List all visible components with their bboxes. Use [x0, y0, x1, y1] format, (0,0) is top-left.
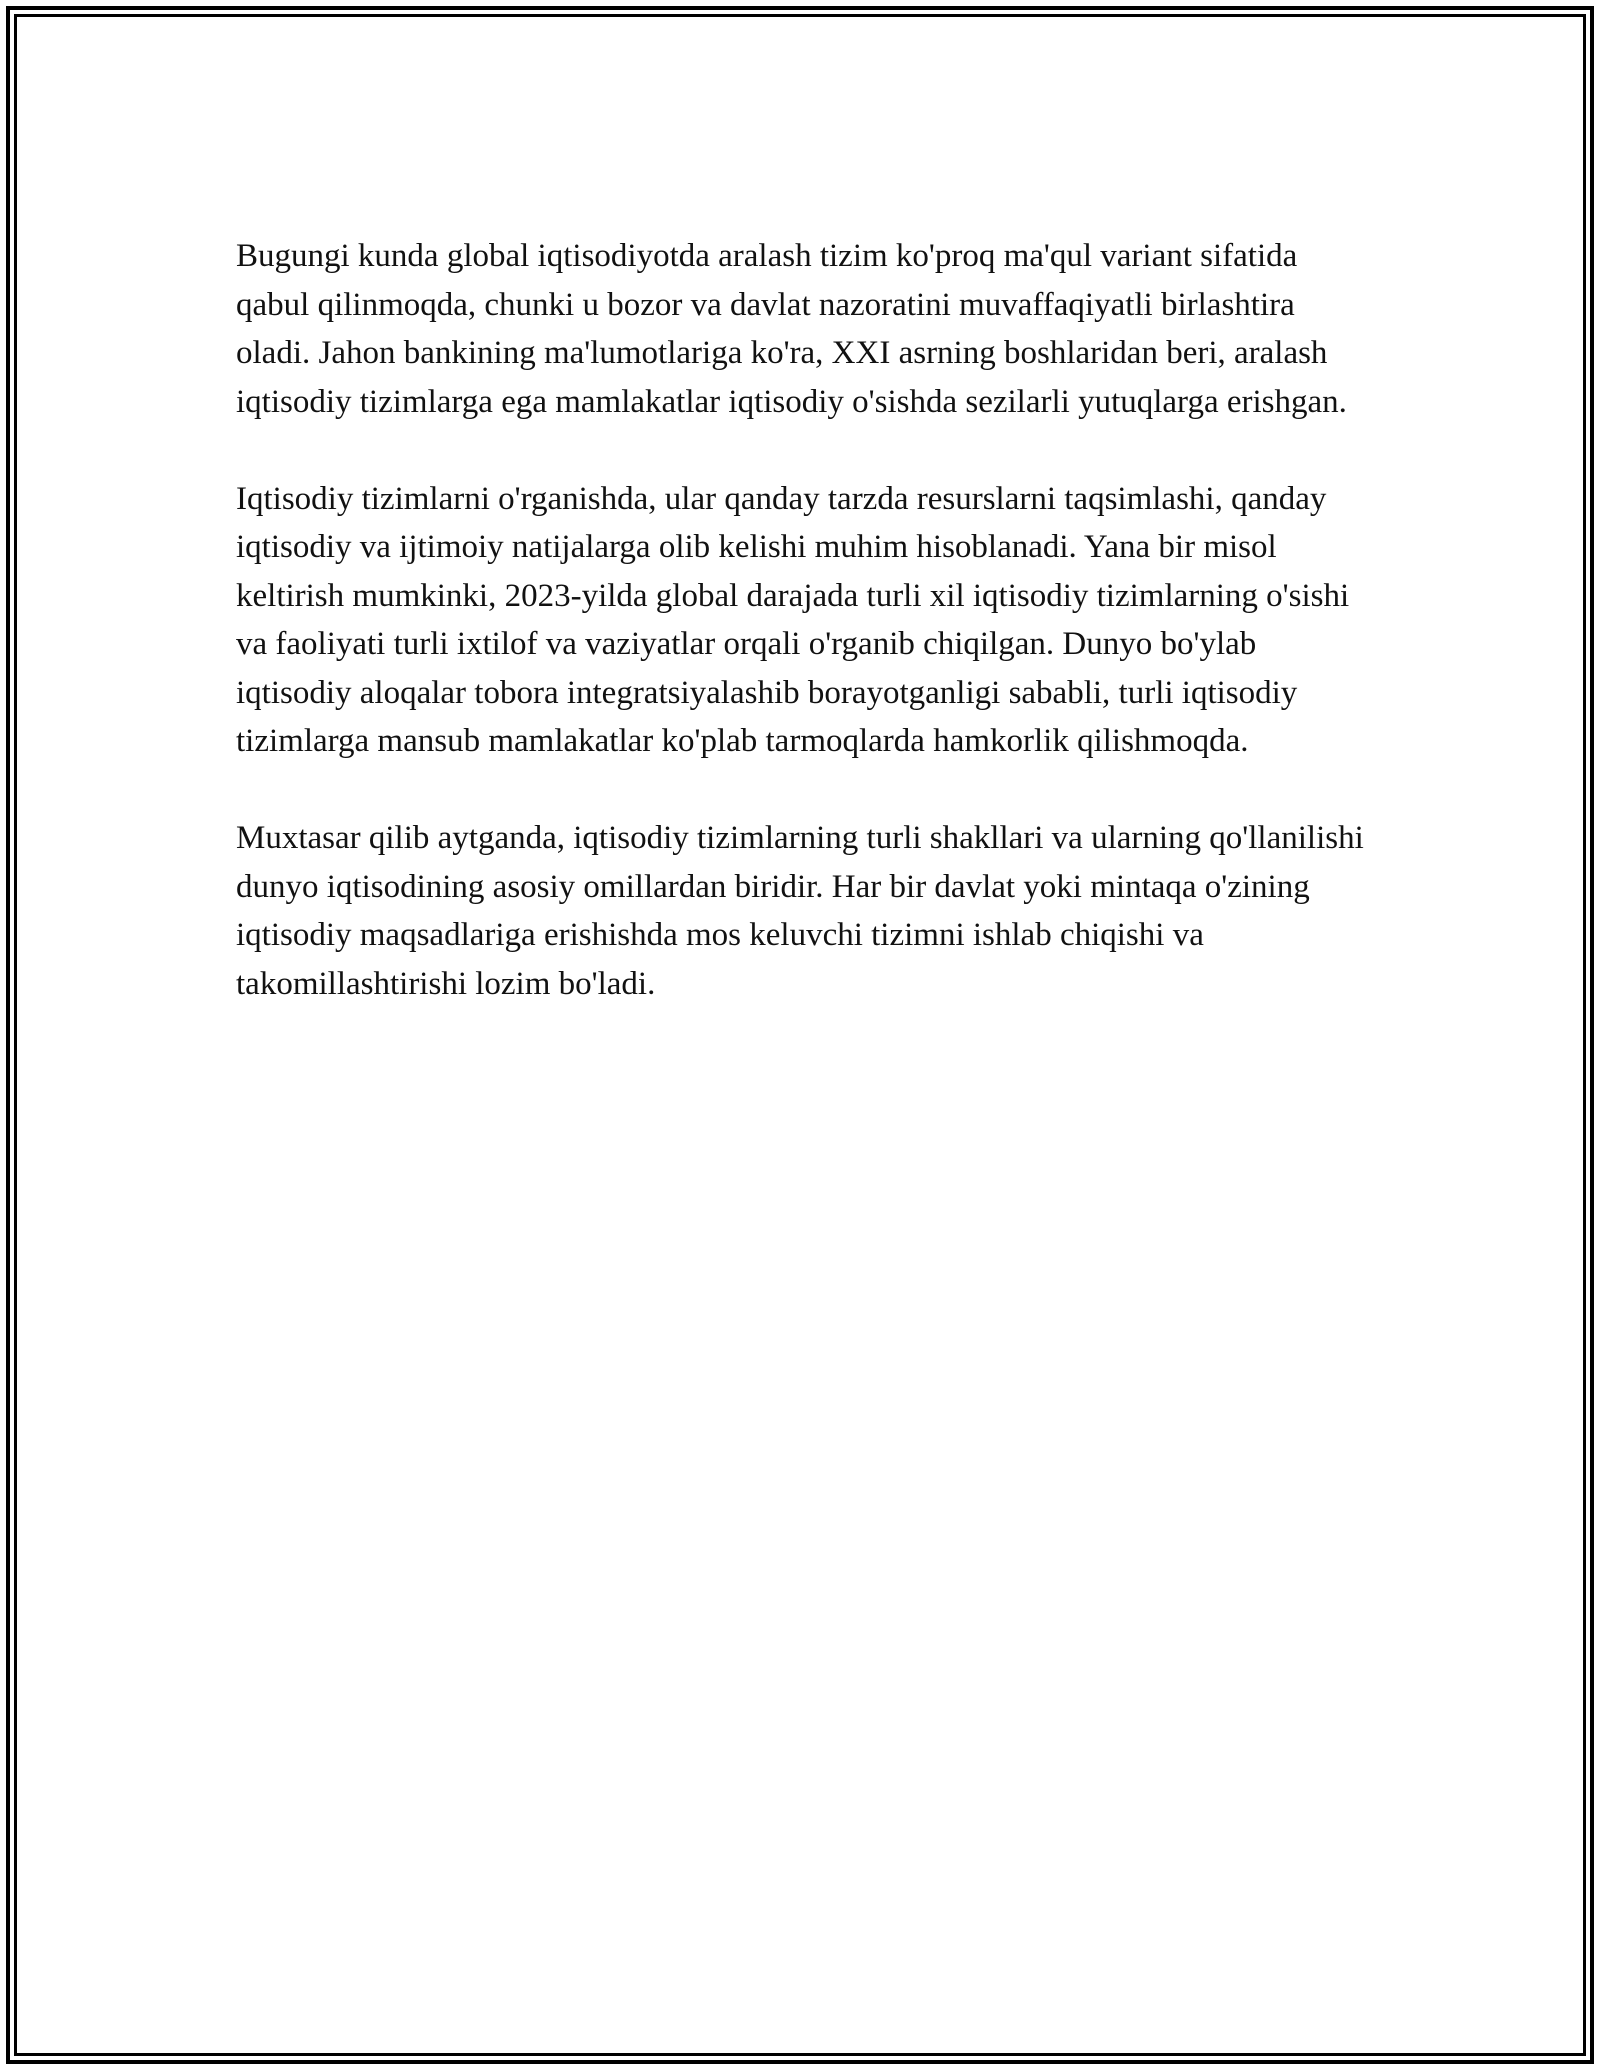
paragraph-3: Muxtasar qilib aytganda, iqtisodiy tizimlarning turli shakllari va ularning qo'llanilishi dunyo iqtisodining asosiy omillardan biridir. Har bir davlat yoki mintaqa o'zining iqtisodiy maqsadlariga erishishda mos keluvchi tizimni ishlab chiqishi va takomillashtirishi lozim bo'ladi.: [236, 820, 1364, 1002]
paragraph-1: Bugungi kunda global iqtisodiyotda aralash tizim ko'proq ma'qul variant sifatida qabul qilinmoqda, chunki u bozor va davlat nazoratini muvaffaqiyatli birlashtira oladi. Jahon bankining ma'lumotlariga ko'ra, XXI asrning boshlaridan beri, aralash iqtisodiy tizimlarga ega mamlakatlar iqtisodiy o'sishda sezilarli yutuqlarga erishgan.: [236, 238, 1347, 420]
paragraph-2: Iqtisodiy tizimlarni o'rganishda, ular qanday tarzda resurslarni taqsimlashi, qanday iqtisodiy va ijtimoiy natijalarga olib kelishi muhim hisoblanadi. Yana bir misol keltirish mumkinki, 2023-yilda global darajada turli xil iqtisodiy tizimlarning o'sishi va faoliyati turli ixtilof va vaziyatlar orqali o'rganib chiqilgan. Dunyo bo'ylab iqtisodiy aloqalar tobora integratsiyalashib borayotganligi sababli, turli iqtisodiy tizimlarga mansub mamlakatlar ko'plab tarmoqlarda hamkorlik qilishmoqda.: [236, 480, 1350, 759]
document-body: [236, 232, 1366, 1057]
